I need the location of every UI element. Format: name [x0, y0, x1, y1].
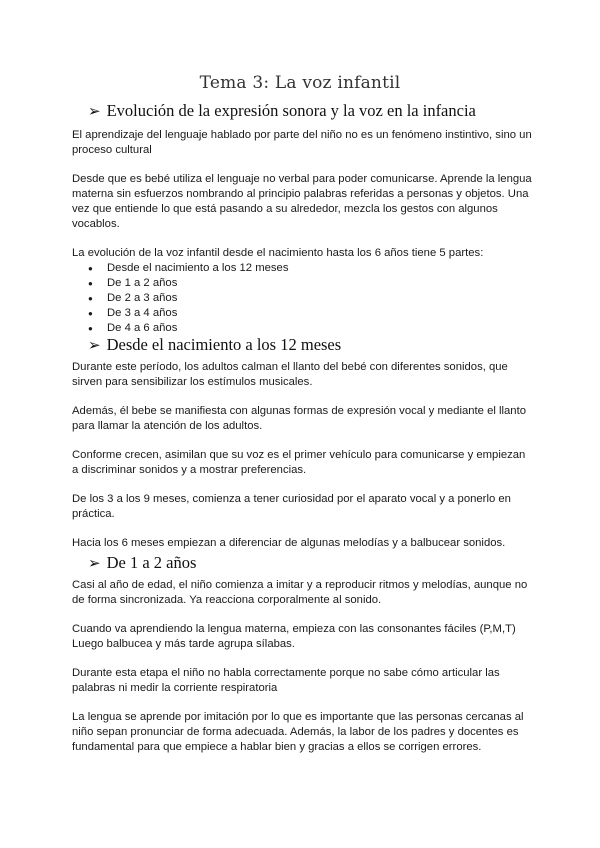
- paragraph: De los 3 a los 9 meses, comienza a tener curiosidad por el aparato vocal y a ponerlo en práctica.: [72, 493, 511, 520]
- paragraph: Desde que es bebé utiliza el lenguaje no verbal para poder comunicarse. Aprende la lengua materna sin esfuerzos nombrando al principio palabras referidas a personas y objetos. Una vez que entiende lo que está pasando a su alrededor, mezcla los gestos con algunos vocablos.: [72, 173, 532, 230]
- section-heading: [88, 553, 196, 573]
- paragraph: Además, él bebe se manifiesta con algunas formas de expresión vocal y mediante el llanto para llamar la atención de los adultos.: [72, 405, 527, 432]
- bullet-list: [88, 261, 288, 336]
- paragraph: Casi al año de edad, el niño comienza a imitar y a reproducir ritmos y melodías, aunque no de forma sincronizada. Ya reacciona corporalmente al sonido.: [72, 579, 528, 606]
- arrow-bullet-icon: ➢: [88, 338, 101, 354]
- paragraph: Durante esta etapa el niño no habla correctamente porque no sabe cómo articular las palabras ni medir la corriente respiratoria: [72, 667, 500, 694]
- list-item: ● De 3 a 4 años: [88, 306, 288, 321]
- list-item: ● De 4 a 6 años: [88, 321, 288, 336]
- page-title: Tema 3: La voz infantil: [199, 73, 401, 93]
- paragraph: El aprendizaje del lenguaje hablado por parte del niño no es un fenómeno instintivo, sino un proceso cultural: [72, 129, 532, 156]
- section-heading-text: Desde el nacimiento a los 12 meses: [106, 335, 342, 354]
- list-item: ● Desde el nacimiento a los 12 meses: [88, 261, 288, 276]
- list-item: ● De 1 a 2 años: [88, 276, 288, 291]
- arrow-bullet-icon: ➢: [88, 556, 101, 572]
- section-heading-text: De 1 a 2 años: [106, 553, 197, 572]
- section-heading: [88, 335, 341, 355]
- paragraph: La evolución de la voz infantil desde el nacimiento hasta los 6 años tiene 5 partes:: [72, 247, 484, 259]
- section-heading-text: Evolución de la expresión sonora y la voz en la infancia: [106, 101, 476, 120]
- section-heading: [88, 101, 476, 121]
- paragraph: Durante este período, los adultos calman el llanto del bebé con diferentes sonidos, que sirven para sensibilizar los estímulos musicales.: [72, 361, 508, 388]
- paragraph: La lengua se aprende por imitación por lo que es importante que las personas cercanas al niño sepan pronunciar de forma adecuada. Además, la labor de los padres y docentes es fundamental para que empiece a hablar bien y gracias a ellos se corrigen errores.: [72, 711, 524, 753]
- paragraph: Hacia los 6 meses empiezan a diferenciar de algunas melodías y a balbucear sonidos.: [72, 537, 506, 549]
- paragraph: Conforme crecen, asimilan que su voz es el primer vehículo para comunicarse y empiezan a discriminar sonidos y a mostrar preferencias.: [72, 449, 526, 476]
- arrow-bullet-icon: ➢: [88, 104, 101, 120]
- list-item: ● De 2 a 3 años: [88, 291, 288, 306]
- paragraph: Cuando va aprendiendo la lengua materna, empieza con las consonantes fáciles (P,M,T) Luego balbucea y más tarde agrupa sílabas.: [72, 623, 516, 650]
